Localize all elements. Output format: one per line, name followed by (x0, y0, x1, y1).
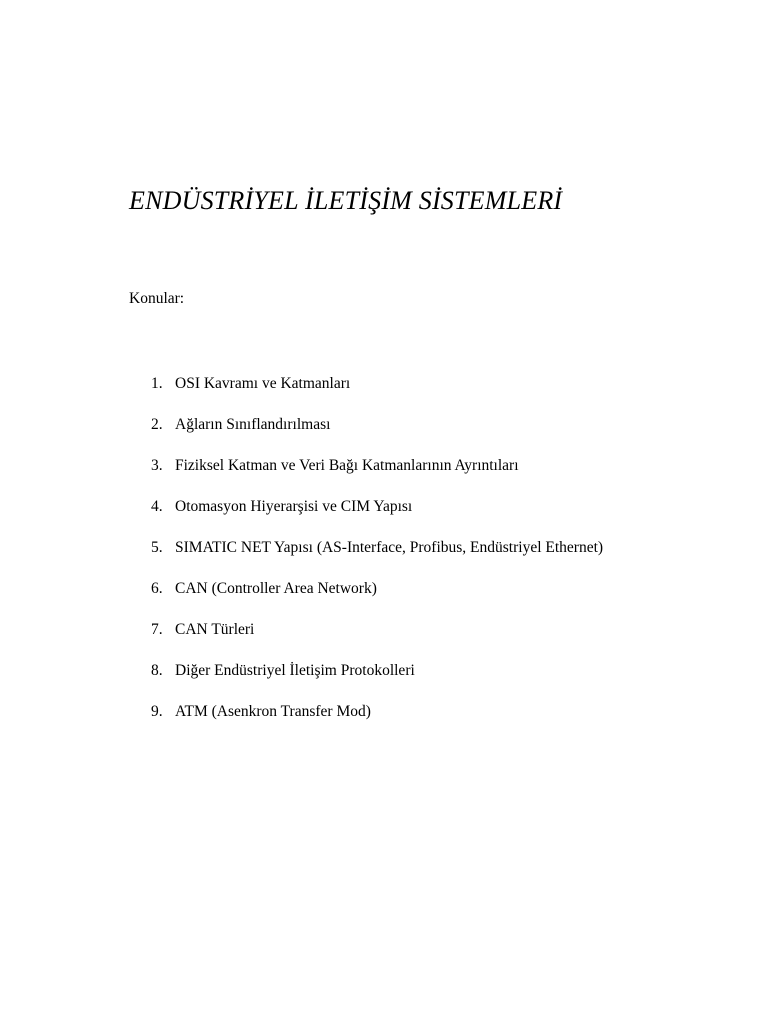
topic-item (0, 497, 768, 538)
topic-text: ATM (Asenkron Transfer Mod) (175, 703, 371, 720)
topic-item (0, 620, 768, 661)
document-title: ENDÜSTRİYEL İLETİŞİM SİSTEMLERİ (129, 186, 563, 215)
topic-item (0, 415, 768, 456)
topic-item (0, 456, 768, 497)
topic-number: 6. (151, 580, 163, 597)
topic-text: CAN (Controller Area Network) (175, 580, 377, 597)
topic-text: Diğer Endüstriyel İletişim Protokolleri (175, 662, 415, 679)
topic-number: 4. (151, 498, 163, 515)
topic-number: 8. (151, 662, 163, 679)
topic-number: 2. (151, 416, 163, 433)
topic-item (0, 579, 768, 620)
topic-text: CAN Türleri (175, 621, 255, 638)
topic-text: Ağların Sınıflandırılması (175, 416, 331, 433)
topic-item (0, 374, 768, 415)
topic-item (0, 538, 768, 579)
topic-number: 1. (151, 375, 163, 392)
topic-text: OSI Kavramı ve Katmanları (175, 375, 351, 392)
topic-text: SIMATIC NET Yapısı (AS-Interface, Profibus, Endüstriyel Ethernet) (175, 539, 604, 556)
topic-number: 9. (151, 703, 163, 720)
topics-list (0, 374, 768, 743)
topics-label: Konular: (129, 290, 185, 307)
topic-text: Fiziksel Katman ve Veri Bağı Katmanlarının Ayrıntıları (175, 457, 519, 474)
topic-item (0, 702, 768, 743)
topic-text: Otomasyon Hiyerarşisi ve CIM Yapısı (175, 498, 413, 515)
topic-item (0, 661, 768, 702)
topic-number: 5. (151, 539, 163, 556)
topic-number: 7. (151, 621, 163, 638)
topic-number: 3. (151, 457, 163, 474)
